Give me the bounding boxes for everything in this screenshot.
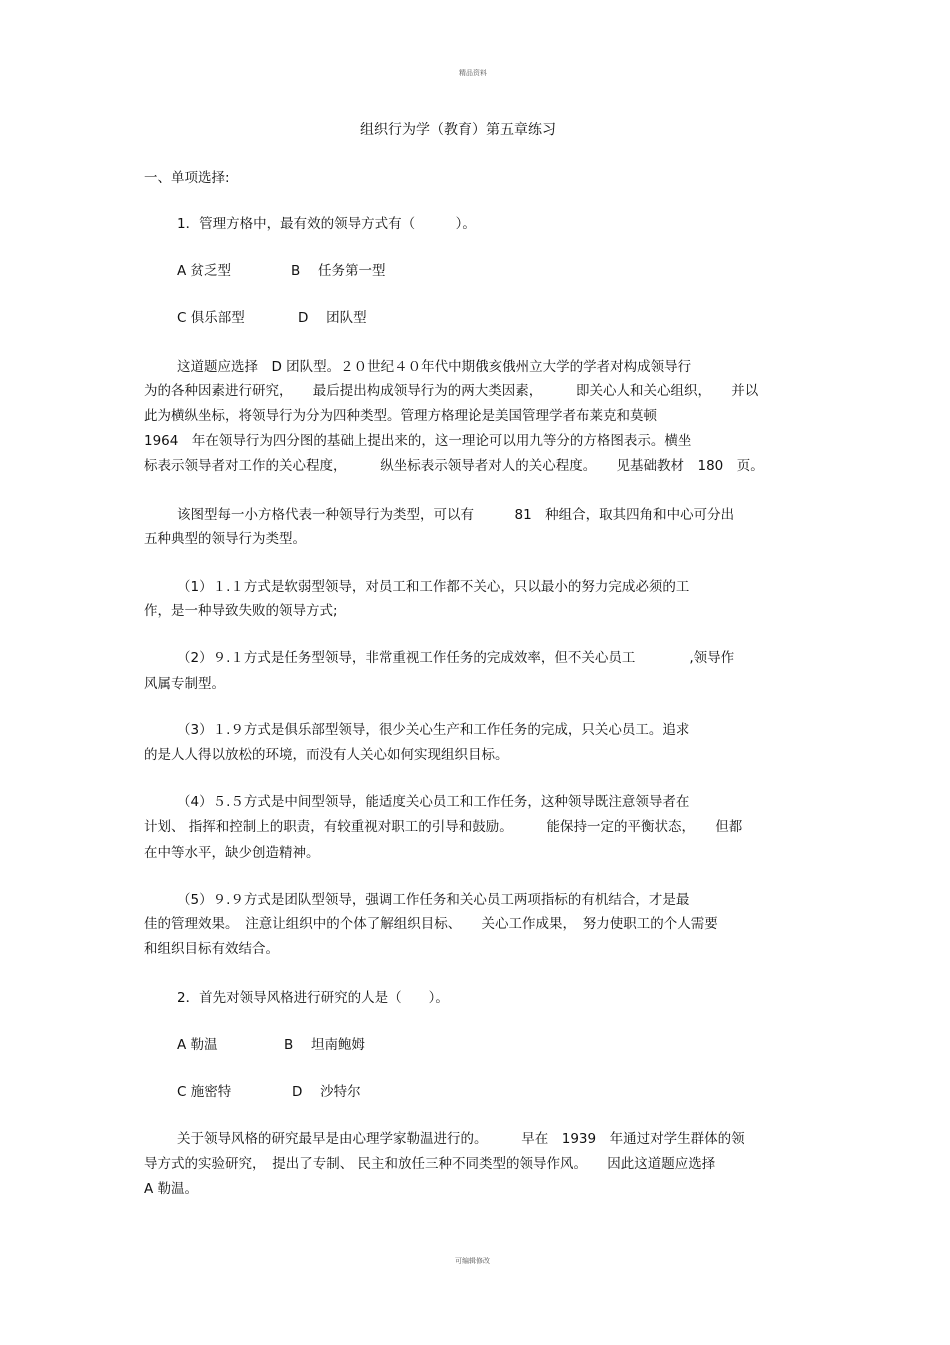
section-heading: 一、单项选择: [144, 170, 230, 186]
q2-option-c: C 施密特 [177, 1084, 232, 1100]
q1-option-a: A 贫乏型 [177, 263, 232, 279]
q2-option-b: B 坦南鲍姆 [284, 1037, 366, 1053]
q1-option-c: C 俱乐部型 [177, 310, 245, 326]
q1-explanation-line: 此为横纵坐标，将领导行为分为四种类型。管理方格理论是美国管理学者布莱克和莫顿 [144, 408, 657, 424]
q1-explanation-line: 这道题应选择 D 团队型。２０世纪４０年代中期俄亥俄州立大学的学者对构成领导行 [177, 359, 692, 375]
q1-option-b: B 任务第一型 [291, 263, 386, 279]
q1-item-line: 作，是一种导致失败的领导方式; [144, 603, 338, 619]
q1-explanation-line: 标表示领导者对工作的关心程度， 纵坐标表示领导者对人的关心程度。 见基础教材 180 页。 [144, 458, 764, 474]
q1-option-d: D 团队型 [298, 310, 367, 326]
page-header: 精品资料 [459, 69, 487, 77]
q1-item-line: 在中等水平，缺少创造精神。 [144, 845, 320, 861]
q2-option-d: D 沙特尔 [292, 1084, 361, 1100]
q1-item-line: （2）９.１方式是任务型领导，非常重视工作任务的完成效率，但不关心员工 ,领导作 [177, 650, 735, 666]
q1-explanation-line: 为的各种因素进行研究， 最后提出构成领导行为的两大类因素， 即关心人和关心组织， 并以 [144, 383, 759, 399]
q2-stem: 2．首先对领导风格进行研究的人是（ ）。 [177, 990, 449, 1006]
q1-item-line: 风属专制型。 [144, 676, 225, 692]
q1-item-line: （3）１.９方式是俱乐部型领导，很少关心生产和工作任务的完成，只关心员工。追求 [177, 722, 690, 738]
q2-explanation-line: A 勒温。 [144, 1181, 199, 1197]
document-title: 组织行为学（教育）第五章练习 [360, 122, 556, 138]
q1-paragraph-line: 五种典型的领导行为类型。 [144, 531, 306, 547]
q1-item-line: 计划、 指挥和控制上的职责，有较重视对职工的引导和鼓励。 能保持一定的平衡状态， 但都 [144, 819, 743, 835]
q1-item-line: 和组织目标有效结合。 [144, 941, 279, 957]
q1-item-line: （4）５.５方式是中间型领导，能适度关心员工和工作任务，这种领导既注意领导者在 [177, 794, 690, 810]
q1-item-line: 佳的管理效果。 注意让组织中的个体了解组织目标、 关心工作成果， 努力使职工的个人需要 [144, 916, 718, 932]
q2-explanation-line: 关于领导风格的研究最早是由心理学家勒温进行的。 早在 1939 年通过对学生群体的领 [177, 1131, 745, 1147]
q1-item-line: 的是人人得以放松的环境，而没有人关心如何实现组织目标。 [144, 747, 509, 763]
q2-explanation-line: 导方式的实验研究， 提出了专制、 民主和放任三种不同类型的领导作风。 因此这道题应选择 [144, 1156, 716, 1172]
page-footer: 可编辑修改 [455, 1257, 490, 1265]
q1-explanation-line: 1964 年在领导行为四分图的基础上提出来的，这一理论可以用九等分的方格图表示。横坐 [144, 433, 692, 449]
q1-stem: 1．管理方格中，最有效的领导方式有（ ）。 [177, 216, 476, 232]
q2-option-a: A 勒温 [177, 1037, 218, 1053]
q1-paragraph-line: 该图型每一小方格代表一种领导行为类型，可以有 81 种组合，取其四角和中心可分出 [177, 507, 735, 523]
q1-item-line: （1）１.１方式是软弱型领导，对员工和工作都不关心，只以最小的努力完成必须的工 [177, 579, 690, 595]
q1-item-line: （5）９.９方式是团队型领导，强调工作任务和关心员工两项指标的有机结合，才是最 [177, 892, 690, 908]
